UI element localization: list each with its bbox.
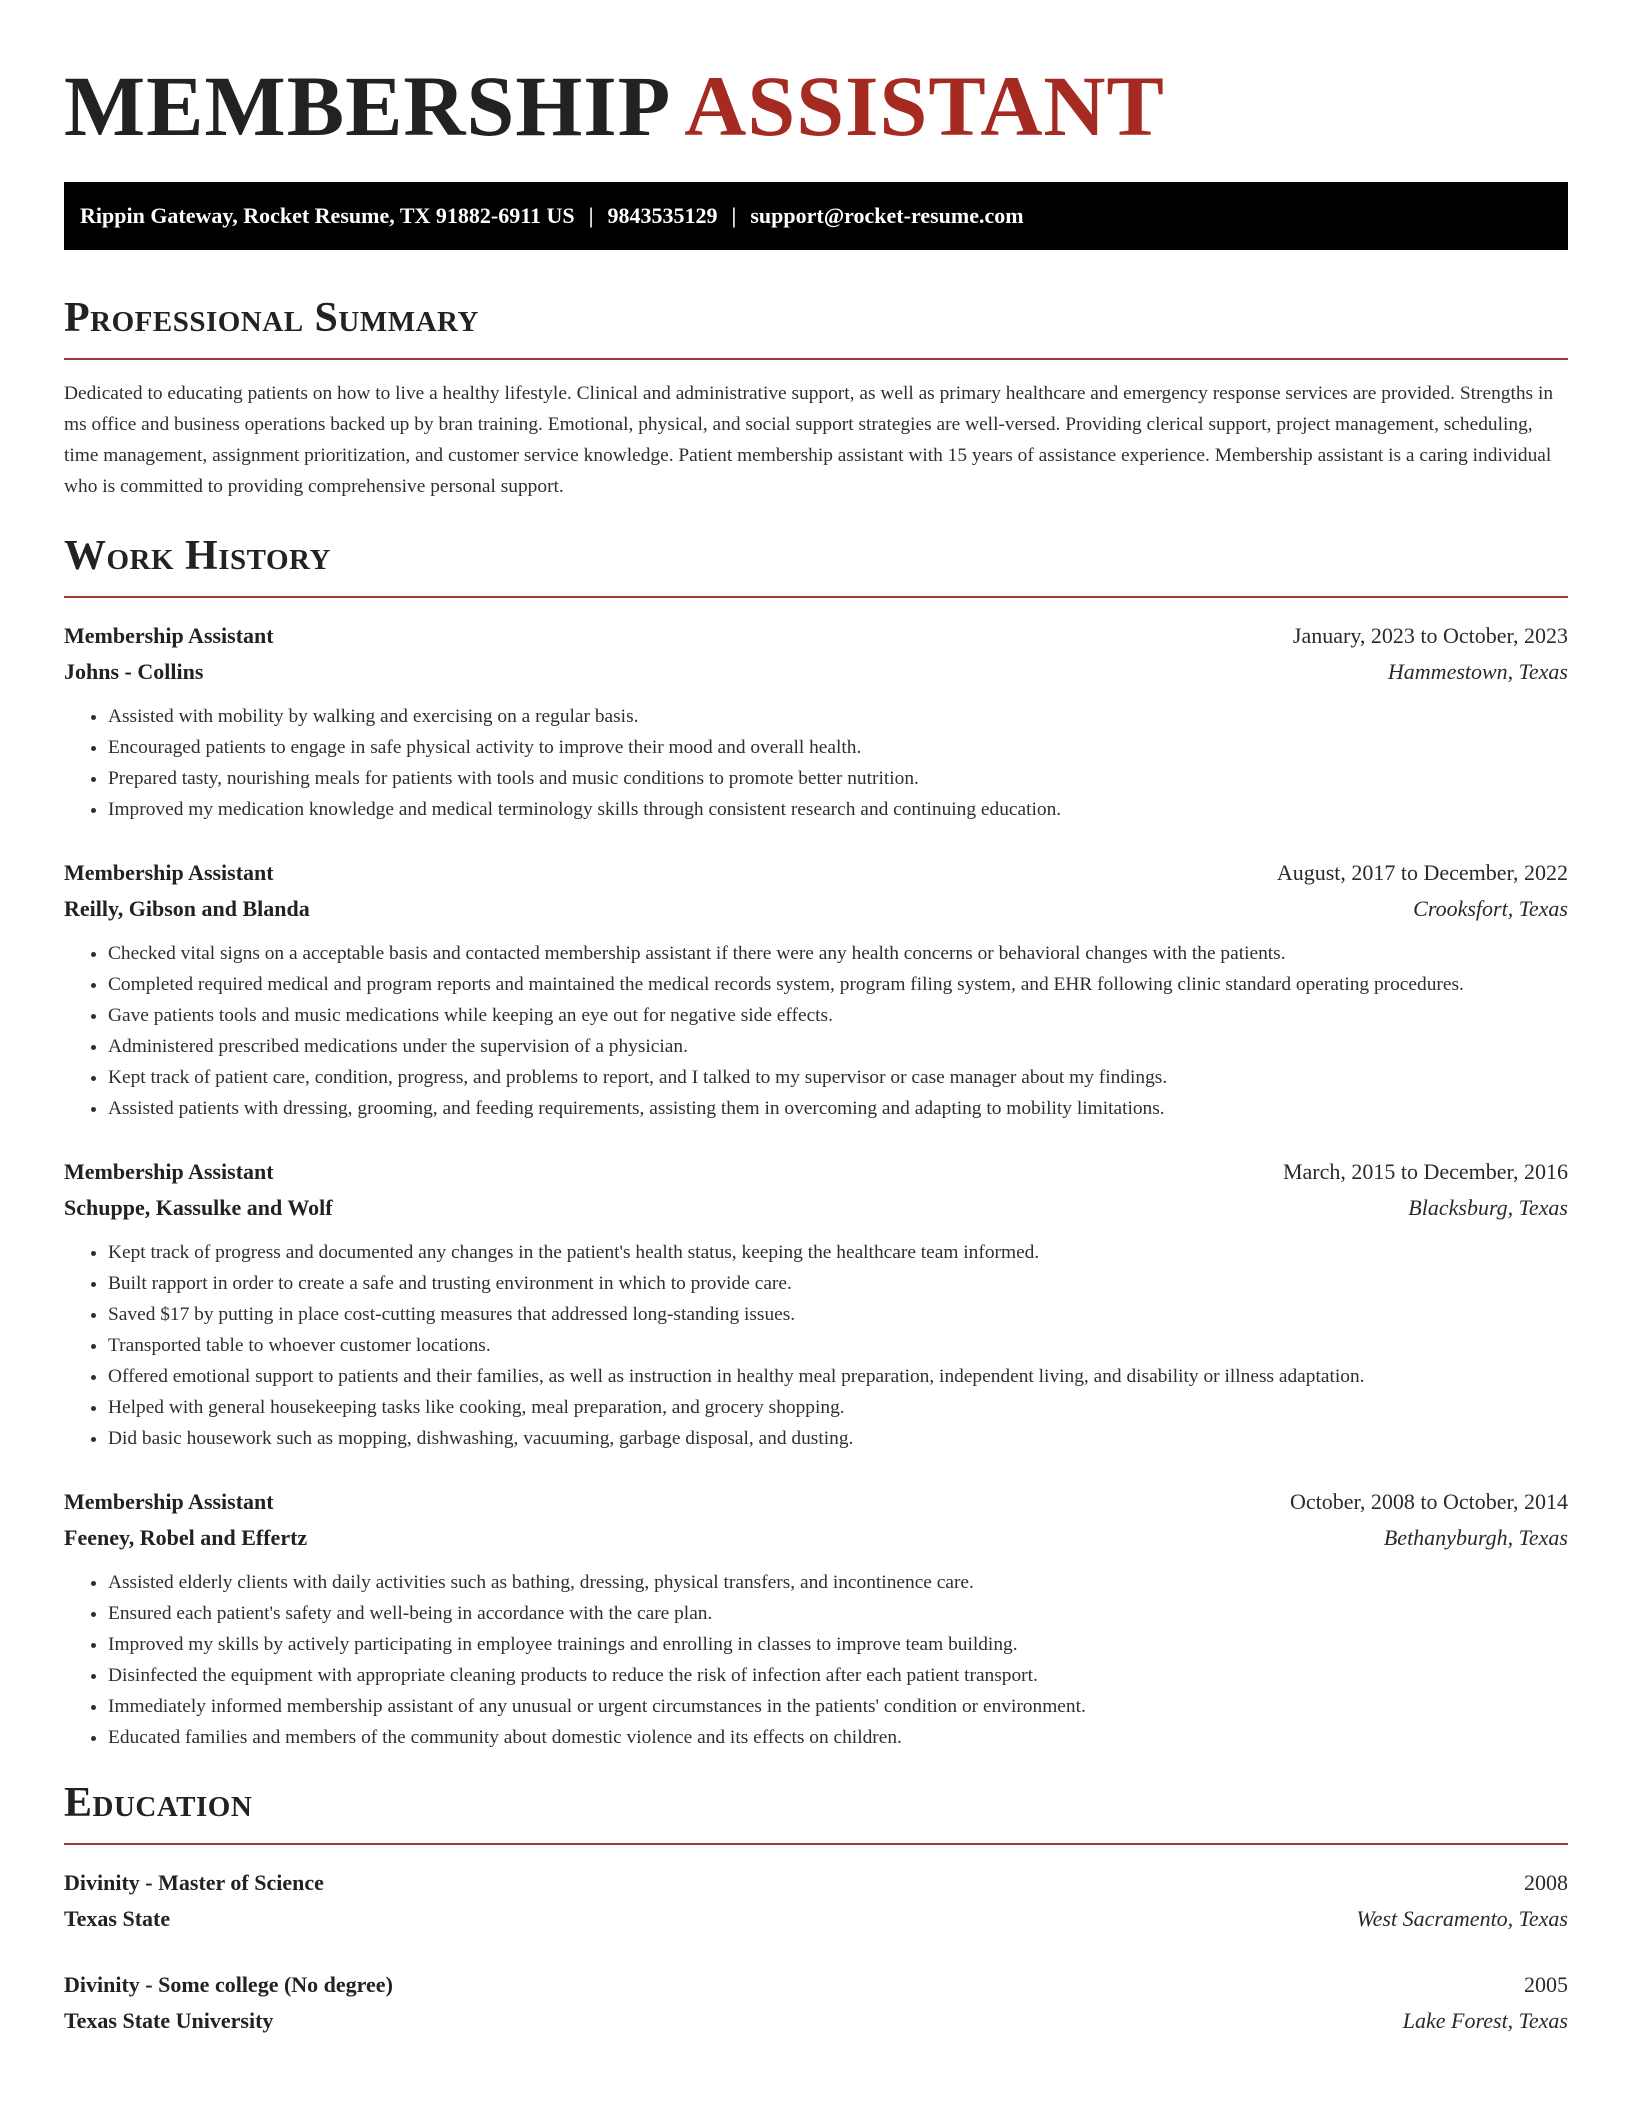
candidate-name	[64, 60, 1568, 152]
list-item: • Improved my medication knowledge and medical terminology skills through consistent research and continuing education.	[108, 794, 1568, 825]
contact-separator: |	[731, 203, 737, 228]
list-item: • Immediately informed membership assistant of any unusual or urgent circumstances in the patients' condition or environment.	[108, 1691, 1568, 1722]
section-heading-work: Work History	[64, 533, 331, 579]
job-dates: August, 2017 to December, 2022	[1276, 860, 1568, 885]
list-item: • Encouraged patients to engage in safe physical activity to improve their mood and overall health.	[108, 732, 1568, 763]
summary-text: Dedicated to educating patients on how to live a healthy lifestyle. Clinical and administrative support, as well as primary healthcare and emergency response services are provided. Strengths in ms office and business operations backed up by bran training. Emotional, physical, and social support strategies are well-versed. Providing clerical support, project management, scheduling, time management, assignment prioritization, and customer service knowledge. Patient membership assistant with 15 years of assistance experience. Membership assistant is a caring individual who is committed to providing comprehensive personal support.	[64, 383, 1554, 497]
list-item: • Checked vital signs on a acceptable basis and contacted membership assistant if there were any health concerns or behavioral changes with the patients.	[108, 938, 1568, 969]
education-entry	[64, 1865, 1568, 1937]
job-dates: March, 2015 to December, 2016	[1282, 1159, 1568, 1184]
job-location: Crooksfort, Texas	[1413, 896, 1568, 921]
list-item: • Kept track of patient care, condition, progress, and problems to report, and I talked to my supervisor or case manager about my findings.	[108, 1062, 1568, 1093]
contact-separator: |	[588, 203, 594, 228]
job-employer-row	[64, 1520, 1568, 1556]
job-employer: Feeney, Robel and Effertz	[64, 1525, 308, 1550]
job-dates: October, 2008 to October, 2014	[1289, 1489, 1568, 1514]
section-heading-summary: Professional Summary	[64, 295, 479, 341]
education-degree-row	[64, 1865, 1568, 1901]
job-title: Membership Assistant	[64, 1489, 274, 1514]
list-item: • Kept track of progress and documented any changes in the patient's health status, keeping the healthcare team informed.	[108, 1237, 1568, 1268]
education-location: Lake Forest, Texas	[1402, 2008, 1568, 2033]
job-entry	[64, 855, 1568, 1124]
list-item: • Assisted with mobility by walking and exercising on a regular basis.	[108, 701, 1568, 732]
list-item: • Educated families and members of the community about domestic violence and its effects on children.	[108, 1722, 1568, 1753]
contact-address: Rippin Gateway, Rocket Resume, TX 91882-6911 US	[80, 203, 575, 228]
job-employer: Schuppe, Kassulke and Wolf	[64, 1195, 333, 1220]
job-title-row	[64, 618, 1568, 654]
contact-bar	[64, 182, 1568, 250]
job-bullet-list	[64, 701, 1568, 825]
job-dates: January, 2023 to October, 2023	[1292, 623, 1568, 648]
education-school: Texas State University	[64, 2008, 274, 2033]
job-title-row	[64, 855, 1568, 891]
job-entry	[64, 618, 1568, 825]
job-title: Membership Assistant	[64, 860, 274, 885]
job-entry	[64, 1154, 1568, 1454]
job-employer: Johns - Collins	[64, 659, 204, 684]
education-entry	[64, 1967, 1568, 2039]
job-employer: Reilly, Gibson and Blanda	[64, 896, 310, 921]
education-school-row	[64, 1901, 1568, 1937]
list-item: • Administered prescribed medications under the supervision of a physician.	[108, 1031, 1568, 1062]
list-item: • Offered emotional support to patients and their families, as well as instruction in healthy meal preparation, independent living, and disability or illness adaptation.	[108, 1361, 1568, 1392]
job-location: Bethanyburgh, Texas	[1383, 1525, 1568, 1550]
work-history-section	[64, 532, 1568, 1753]
name-first: MEMBERSHIP	[64, 58, 667, 154]
job-entry	[64, 1484, 1568, 1753]
list-item: • Ensured each patient's safety and well-being in accordance with the care plan.	[108, 1598, 1568, 1629]
contact-phone[interactable]: 9843535129	[607, 203, 718, 228]
section-divider	[64, 596, 1568, 598]
education-degree: Divinity - Master of Science	[64, 1870, 324, 1895]
job-employer-row	[64, 654, 1568, 690]
name-last: ASSISTANT	[684, 58, 1165, 154]
list-item: • Built rapport in order to create a safe and trusting environment in which to provide care.	[108, 1268, 1568, 1299]
list-item: • Gave patients tools and music medications while keeping an eye out for negative side effects.	[108, 1000, 1568, 1031]
job-employer-row	[64, 891, 1568, 927]
job-title-row	[64, 1484, 1568, 1520]
job-title: Membership Assistant	[64, 1159, 274, 1184]
professional-summary-section	[64, 294, 1568, 502]
list-item: • Assisted elderly clients with daily activities such as bathing, dressing, physical transfers, and incontinence care.	[108, 1567, 1568, 1598]
education-school: Texas State	[64, 1906, 171, 1931]
education-location: West Sacramento, Texas	[1356, 1906, 1568, 1931]
education-section	[64, 1779, 1568, 2039]
education-year: 2005	[1524, 1972, 1568, 1997]
education-school-row	[64, 2003, 1568, 2039]
list-item: • Completed required medical and program reports and maintained the medical records system, program filing system, and EHR following clinic standard operating procedures.	[108, 969, 1568, 1000]
section-heading-education: Education	[64, 1780, 253, 1826]
list-item: • Improved my skills by actively participating in employee trainings and enrolling in classes to improve team building.	[108, 1629, 1568, 1660]
job-employer-row	[64, 1190, 1568, 1226]
education-year: 2008	[1524, 1870, 1568, 1895]
job-bullet-list	[64, 1567, 1568, 1753]
job-bullet-list	[64, 938, 1568, 1124]
job-title-row	[64, 1154, 1568, 1190]
job-location: Hammestown, Texas	[1387, 659, 1568, 684]
list-item: • Did basic housework such as mopping, dishwashing, vacuuming, garbage disposal, and dusting.	[108, 1423, 1568, 1454]
job-location: Blacksburg, Texas	[1408, 1195, 1568, 1220]
section-divider	[64, 1843, 1568, 1845]
list-item: • Disinfected the equipment with appropriate cleaning products to reduce the risk of infection after each patient transport.	[108, 1660, 1568, 1691]
education-degree-row	[64, 1967, 1568, 2003]
list-item: • Saved $17 by putting in place cost-cutting measures that addressed long-standing issues.	[108, 1299, 1568, 1330]
list-item: • Assisted patients with dressing, grooming, and feeding requirements, assisting them in overcoming and adapting to mobility limitations.	[108, 1093, 1568, 1124]
contact-email[interactable]: support@rocket-resume.com	[750, 203, 1024, 228]
education-degree: Divinity - Some college (No degree)	[64, 1972, 393, 1997]
job-title: Membership Assistant	[64, 623, 274, 648]
list-item: • Helped with general housekeeping tasks like cooking, meal preparation, and grocery shopping.	[108, 1392, 1568, 1423]
list-item: • Transported table to whoever customer locations.	[108, 1330, 1568, 1361]
section-divider	[64, 358, 1568, 360]
list-item: • Prepared tasty, nourishing meals for patients with tools and music conditions to promote better nutrition.	[108, 763, 1568, 794]
job-bullet-list	[64, 1237, 1568, 1454]
